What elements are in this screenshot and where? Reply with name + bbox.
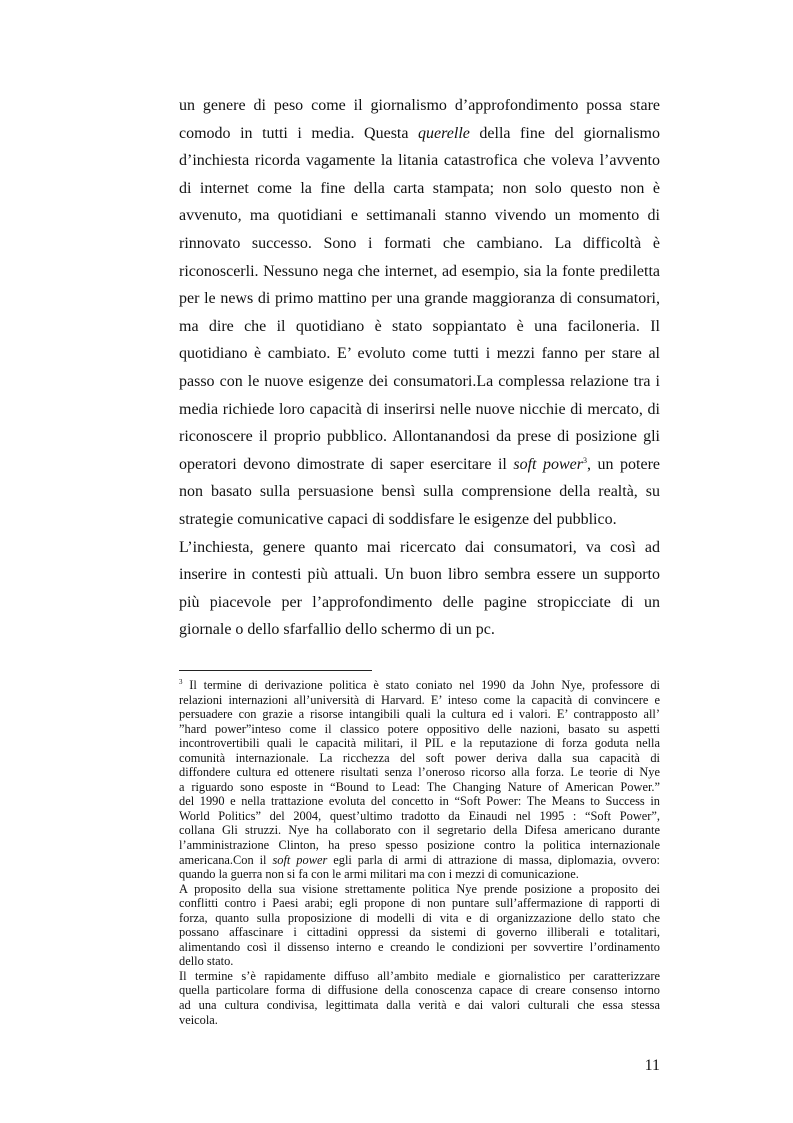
body-line: L’inchiesta, genere quanto mai ricercato dai consumatori, va così ad bbox=[179, 538, 660, 556]
footnote-line-text: Il termine di derivazione politica è stato coniato nel 1990 da John Nye, professore di bbox=[182, 678, 660, 692]
footnote-line: del 1990 e nella trattazione evoluta del concetto in “Soft Power: The Means to Success in bbox=[179, 794, 660, 809]
body-line: passo con le nuove esigenze dei consumatori.La complessa relazione tra i bbox=[179, 372, 660, 390]
body-line bbox=[179, 451, 660, 479]
italic-term: querelle bbox=[418, 124, 470, 142]
footnote-line: quando la guerra non si fa con le armi militari ma con i mezzi di comunicazione. bbox=[179, 867, 579, 882]
footnote-line: ad una cultura condivisa, legittimata dalla verità e dai valori culturali che essa stessa bbox=[179, 998, 660, 1013]
footnote-line: l’amministrazione Clinton, ha preso spesso posizione contro la politica internazionale bbox=[179, 838, 660, 853]
body-line: inserire in contesti più attuali. Un buon libro sembra essere un supporto bbox=[179, 566, 660, 584]
footnote-line-text: egli parla di armi di attrazione di massa, diplomazia, ovvero: bbox=[327, 852, 660, 867]
body-line: non basato sulla persuasione bensì sulla comprensione della realtà, su bbox=[179, 483, 660, 501]
body-line: quotidiano è cambiato. E’ evoluto come tutti i mezzi fanno per stare al bbox=[179, 345, 660, 363]
footnote-line: a riguardo sono esposte in “Bound to Lead: The Changing Nature of American Power.” bbox=[179, 779, 660, 794]
body-line: d’inchiesta ricorda vagamente la litania catastrofica che voleva l’avvento bbox=[179, 152, 660, 170]
footnote-line: persuadere con grazie a risorse intangibili quali la cultura ed i valori. E’ contrapposto all’ bbox=[179, 707, 660, 722]
footnote-line-text: americana.Con il bbox=[179, 852, 273, 867]
page-number: 11 bbox=[644, 1057, 660, 1074]
footnote-line: comunità internazionale. La ricchezza del soft power deriva dalla sua capacità di bbox=[179, 750, 660, 765]
italic-term: soft power bbox=[513, 455, 583, 473]
footnote-line: collana Gli struzzi. Nye ha collaborato con il segretario della Difesa americano durante bbox=[179, 823, 660, 838]
footnote-line: veicola. bbox=[179, 1012, 218, 1027]
body-line-text: operatori devono dimostrate di saper esercitare il bbox=[179, 455, 514, 473]
footnote-line: relazioni internazioni all’università di Harvard. E’ inteso come la capacità di convincere e bbox=[179, 692, 660, 707]
footnote-line bbox=[179, 678, 660, 693]
body-line: per le news di primo mattino per una grande maggioranza di consumatori, bbox=[179, 290, 660, 308]
italic-term: soft power bbox=[272, 852, 328, 867]
footnote-line: alimentando così il dissenso interno e creando le condizioni per sovvertire l’ordinamento bbox=[179, 939, 660, 954]
body-line: rinnovato successo. Sono i formati che cambiano. La difficoltà è bbox=[179, 234, 660, 252]
body-line-text: , un potere bbox=[587, 455, 660, 473]
footnote-line: World Politics” del 2004, quest’ultimo tradotto da Einaudi nel 1995 : “Soft Power”, bbox=[179, 808, 660, 823]
footnote-line: possano affascinare i cittadini oppressi da sistemi di governo illiberali e totalitari, bbox=[179, 925, 660, 940]
body-text bbox=[179, 92, 660, 644]
body-line: riconoscere il proprio pubblico. Allontanandosi da prese di posizione gli bbox=[179, 428, 660, 446]
footnote-line: quella particolare forma di diffusione della conoscenza capace di creare consenso intorno bbox=[179, 983, 660, 998]
body-line bbox=[179, 120, 660, 148]
footnote-line: diffondere cultura ed ottenere risultati senza l’oneroso ricorso alla forza. Le teorie di Nye bbox=[179, 765, 660, 780]
body-line: un genere di peso come il giornalismo d’approfondimento possa stare bbox=[179, 97, 660, 114]
body-line: media richiede loro capacità di inserirsi nelle nuove nicchie di mercato, di bbox=[179, 400, 660, 418]
footnote-line: conflitti contro i Paesi arabi; egli propone di non puntare sull’affermazione di rapporti di bbox=[179, 896, 660, 911]
body-line: giornale o dello sfarfallio dello schermo di un pc. bbox=[179, 621, 495, 639]
body-line-text: comodo in tutti i media. Questa bbox=[179, 124, 419, 142]
footnote-line: Il termine s’è rapidamente diffuso all’ambito mediale e giornalistico per caratterizzare bbox=[179, 968, 660, 983]
footnote-line: dello stato. bbox=[179, 954, 234, 969]
footnote-reference[interactable]: 3 bbox=[583, 455, 587, 465]
footnote-line bbox=[179, 853, 660, 868]
footnote-line: forza, quanto sulla proposizione di modelli di vita e di organizzazione dello stato che bbox=[179, 910, 660, 925]
body-line: avvenuto, ma quotidiani e settimanali stanno vivendo un momento di bbox=[179, 207, 660, 225]
body-line: più piacevole per l’approfondimento delle pagine stropicciate di un bbox=[179, 593, 660, 611]
footnote bbox=[179, 678, 660, 1027]
footnote-line: A proposito della sua visione strettamente politica Nye prende posizione a proposito dei bbox=[179, 881, 660, 896]
body-line: ma dire che il quotidiano è stato soppiantato è una faciloneria. Il bbox=[179, 317, 660, 335]
body-line: riconoscerli. Nessuno nega che internet, ad esempio, sia la fonte prediletta bbox=[179, 262, 660, 280]
footnote-separator bbox=[179, 670, 372, 671]
footnote-mark: 3 bbox=[179, 678, 183, 686]
body-line-text: della fine del giornalismo bbox=[469, 124, 660, 142]
body-line: di internet come la fine della carta stampata; non solo questo non è bbox=[179, 179, 660, 197]
footnote-line: ”hard power”inteso come il classico potere oppositivo delle nazioni, basato su aspetti bbox=[179, 721, 660, 736]
body-line: strategie comunicative capaci di soddisfare le esigenze del pubblico. bbox=[179, 510, 617, 528]
footnote-line: incontrovertibili quali le capacità militari, il PIL e la reputazione di forza goduta nella bbox=[179, 736, 660, 751]
